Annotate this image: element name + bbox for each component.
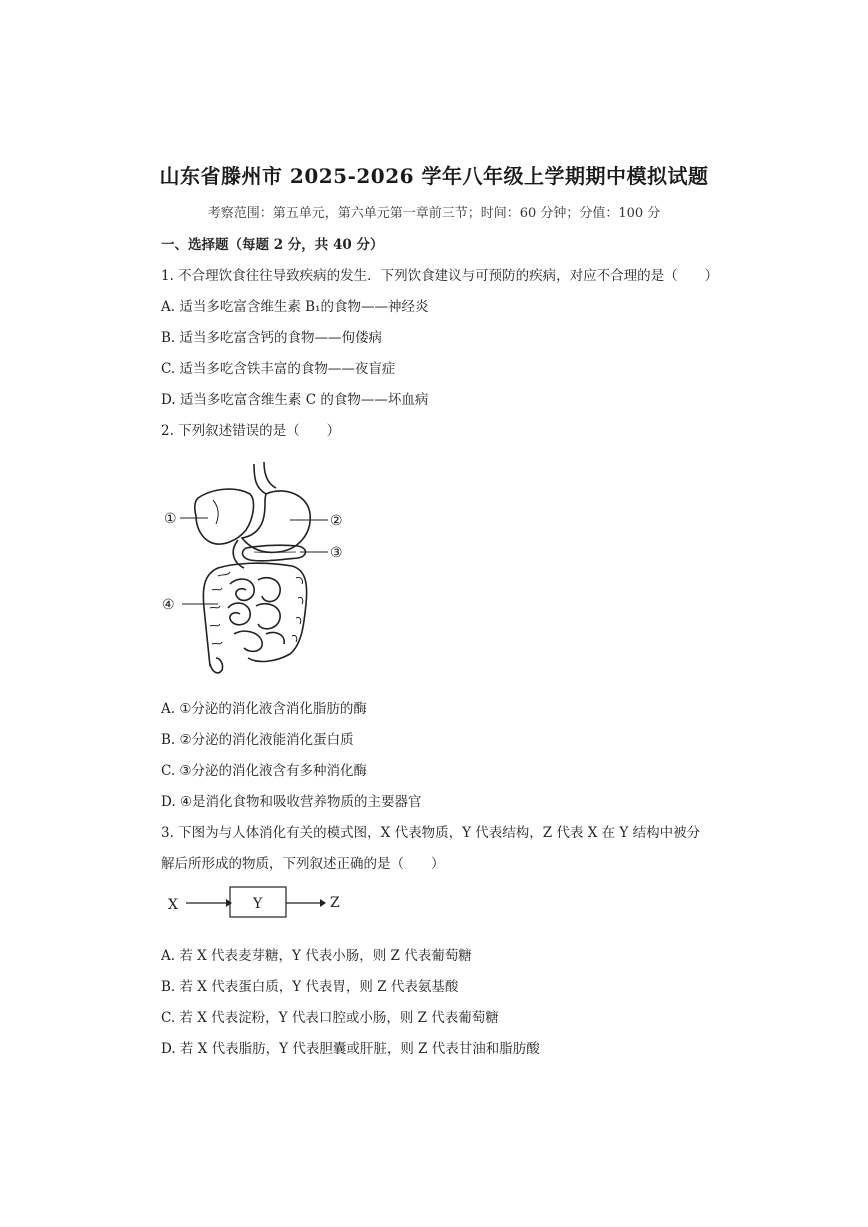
q1-option-d: D. 适当多吃富含维生素 C 的食物——坏血病: [161, 392, 429, 408]
q2-option-c: C. ③分泌的消化液含有多种消化酶: [161, 763, 368, 779]
z-label: Z: [330, 895, 340, 911]
q2-option-b: B. ②分泌的消化液能消化蛋白质: [161, 732, 354, 748]
digestive-system-figure: [158, 458, 358, 678]
q2-option-a: A. ①分泌的消化液含消化脂肪的酶: [161, 701, 367, 717]
q1-stem: 1. 不合理饮食往往导致疾病的发生．下列饮食建议与可预防的疾病，对应不合理的是（ ）: [161, 268, 719, 284]
q2-option-d: D. ④是消化食物和吸收营养物质的主要器官: [161, 794, 422, 810]
exam-title: 山东省滕州市 2025-2026 学年八年级上学期期中模拟试题: [159, 164, 709, 188]
label-3: ③: [330, 545, 343, 561]
q1-option-a: A. 适当多吃富含维生素 B₁的食物——神经炎: [161, 299, 429, 315]
exam-info: 考察范围：第五单元，第六单元第一章前三节；时间：60 分钟；分值：100 分: [207, 206, 661, 221]
q3-stem-line2: 解后所形成的物质，下列叙述正确的是（ ）: [161, 856, 445, 872]
label-4: ④: [162, 597, 175, 613]
q1-option-c: C. 适当多吃含铁丰富的食物——夜盲症: [161, 361, 396, 377]
label-1: ①: [164, 511, 177, 527]
label-2: ②: [330, 513, 343, 529]
q3-option-b: B. 若 X 代表蛋白质，Y 代表胃，则 Z 代表氨基酸: [161, 979, 459, 995]
x-label: X: [168, 897, 178, 913]
q3-option-d: D. 若 X 代表脂肪，Y 代表胆囊或肝脏，则 Z 代表甘油和脂肪酸: [161, 1041, 540, 1057]
q3-option-a: A. 若 X 代表麦芽糖，Y 代表小肠，则 Z 代表葡萄糖: [161, 948, 472, 964]
q1-option-b: B. 适当多吃富含钙的食物——佝偻病: [161, 330, 383, 346]
xyz-flow-diagram: [162, 882, 362, 924]
section-heading: 一、选择题（每题 2 分，共 40 分）: [161, 237, 384, 253]
q2-stem: 2. 下列叙述错误的是（ ）: [161, 423, 341, 439]
q3-stem-line1: 3. 下图为与人体消化有关的模式图，X 代表物质，Y 代表结构，Z 代表 X 在 Y 结构中被分: [161, 825, 701, 841]
y-label: Y: [253, 896, 263, 912]
q3-option-c: C. 若 X 代表淀粉，Y 代表口腔或小肠，则 Z 代表葡萄糖: [161, 1010, 499, 1026]
